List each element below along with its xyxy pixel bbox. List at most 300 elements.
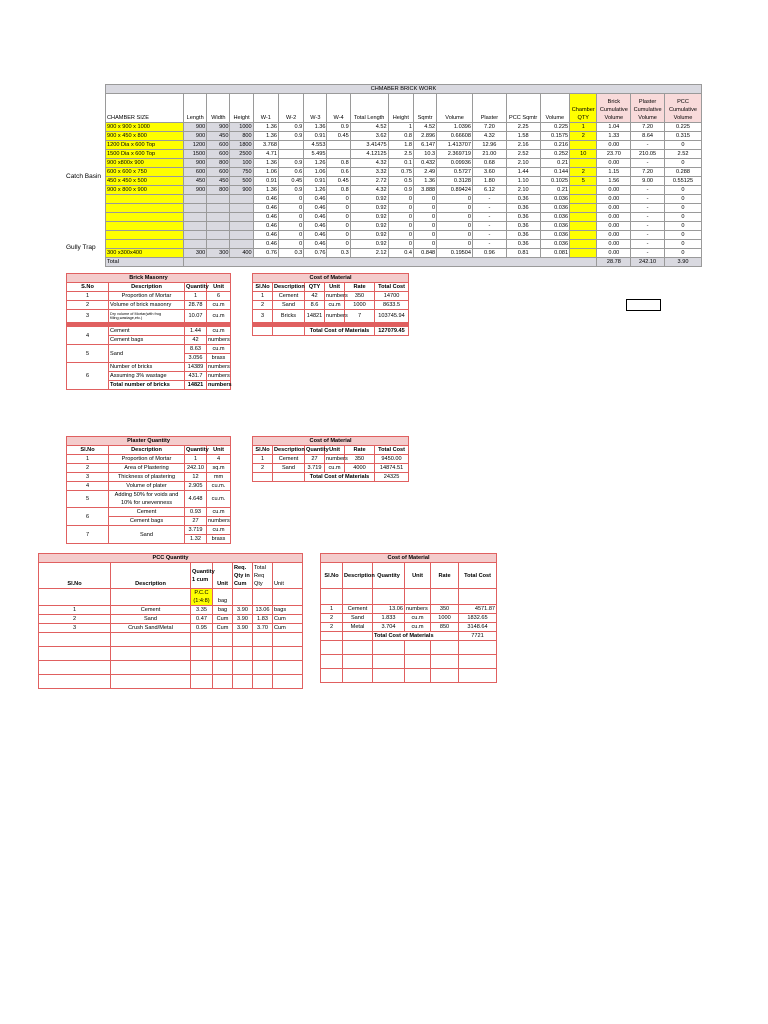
- table-cell: 0: [413, 240, 436, 249]
- cell: 350: [345, 292, 375, 301]
- table-cell: 750: [230, 168, 253, 177]
- table-cell: 4.71: [253, 150, 278, 159]
- table-cell: [184, 231, 207, 240]
- cell: Cement: [273, 455, 305, 464]
- table-cell: -: [473, 231, 507, 240]
- col-header: Sl.No: [67, 446, 109, 455]
- table-cell: [184, 222, 207, 231]
- cell: 3.90: [233, 624, 253, 633]
- table-cell: 2: [570, 168, 597, 177]
- cell: 3: [253, 310, 273, 323]
- cell: 0.95: [191, 624, 213, 633]
- main-title: CHMABER BRICK WORK: [106, 85, 702, 94]
- table-cell: 5.495: [304, 150, 327, 159]
- cell: Sand: [109, 526, 185, 544]
- col-header: Description: [111, 563, 191, 589]
- table-cell: 0.46: [253, 222, 278, 231]
- cell: numbers: [325, 310, 345, 323]
- cell: 1000: [431, 614, 459, 623]
- main-col-header: PCC Cumulative Volume: [664, 94, 701, 123]
- table-cell: -: [631, 204, 665, 213]
- cell: Cement: [111, 606, 191, 615]
- table-cell: -: [473, 240, 507, 249]
- col-header: Unit: [207, 283, 231, 292]
- table-cell: 0.46: [253, 213, 278, 222]
- table-cell: [184, 204, 207, 213]
- table-cell: 0.92: [350, 222, 388, 231]
- cell: 0.47: [191, 615, 213, 624]
- table-cell: [570, 141, 597, 150]
- table-cell: 0.1025: [540, 177, 570, 186]
- table-cell: 0.46: [304, 213, 327, 222]
- table-cell: 0.8: [327, 186, 350, 195]
- table-cell: 3.32: [350, 168, 388, 177]
- table-cell: 400: [230, 249, 253, 258]
- cell: 1832.65: [459, 614, 497, 623]
- table-cell: -: [631, 249, 665, 258]
- table-cell: 4.12125: [350, 150, 388, 159]
- cell: 14389: [185, 363, 207, 372]
- cell: 6: [67, 363, 109, 390]
- cell: Total number of bricks: [109, 381, 185, 390]
- cell: 1.833: [373, 614, 405, 623]
- col-header: Sl.No: [39, 563, 111, 589]
- cell: 4: [67, 327, 109, 345]
- table-cell: 0: [664, 204, 701, 213]
- col-header: Sl.No: [321, 563, 343, 589]
- table-cell: 0.9: [278, 132, 303, 141]
- table-cell: 2.52: [506, 150, 540, 159]
- cell: Proportion of Mortar: [109, 292, 185, 301]
- table-cell: 0.21: [540, 159, 570, 168]
- cell: Sand: [109, 345, 185, 363]
- catch-basin-label: Catch Basin: [66, 173, 102, 180]
- col-header: Rate: [431, 563, 459, 589]
- table-cell: 450: [184, 177, 207, 186]
- table-cell: 7.20: [631, 123, 665, 132]
- table-row: [106, 159, 702, 168]
- gully-trap-label: Gully Trap: [66, 244, 96, 251]
- cell: Volume of brick masonry: [109, 301, 185, 310]
- table-cell: 0: [437, 231, 473, 240]
- cell: 0.93: [185, 508, 207, 517]
- table-cell: 3.41475: [350, 141, 388, 150]
- table-cell: 0.036: [540, 240, 570, 249]
- table-cell: 1.06: [304, 168, 327, 177]
- table-cell: 1.0396: [437, 123, 473, 132]
- cell: Assuming 3% wastage: [109, 372, 185, 381]
- cell: 1: [67, 455, 109, 464]
- table-cell: 0: [664, 249, 701, 258]
- table-cell: -: [631, 240, 665, 249]
- table-cell: 0.8: [327, 159, 350, 168]
- table-row: [106, 141, 702, 150]
- table-cell: 4.32: [473, 132, 507, 141]
- table-cell: 0.225: [664, 123, 701, 132]
- table-cell: 1.58: [506, 132, 540, 141]
- table-cell: [106, 240, 184, 249]
- main-col-header: Volume: [437, 94, 473, 123]
- table-cell: 0: [278, 204, 303, 213]
- table-cell: 0: [327, 195, 350, 204]
- pcc-cost-total: 7721: [459, 632, 497, 641]
- cell: 7: [67, 526, 109, 544]
- table-cell: [230, 204, 253, 213]
- cell: Cement: [273, 292, 305, 301]
- table-row: [106, 249, 702, 258]
- table-cell: 450: [207, 132, 230, 141]
- table-row: [106, 240, 702, 249]
- table-row: [106, 195, 702, 204]
- table-cell: 0: [388, 222, 413, 231]
- table-cell: 900: [207, 123, 230, 132]
- cell: 3: [67, 310, 109, 323]
- table-cell: 0: [664, 159, 701, 168]
- table-cell: 0: [664, 222, 701, 231]
- table-cell: 0.09936: [437, 159, 473, 168]
- cell: cu.m: [207, 526, 231, 535]
- table-cell: 0.45: [327, 177, 350, 186]
- table-cell: 900: [184, 123, 207, 132]
- pcc-cost-title: Cost of Material: [321, 554, 497, 563]
- pcc-cost-total-label: Total Cost of Materials: [373, 632, 459, 641]
- col-header: Sl.No: [253, 446, 273, 455]
- col-header: Description: [109, 283, 185, 292]
- cell: 4571.87: [459, 605, 497, 614]
- table-cell: 0.9: [327, 123, 350, 132]
- cell: Crush Sand/Metal: [111, 624, 191, 633]
- main-col-header: Plaster Cumulative Volume: [631, 94, 665, 123]
- table-cell: 0.00: [597, 141, 631, 150]
- table-cell: 0.92: [350, 213, 388, 222]
- cell: 3148.64: [459, 623, 497, 632]
- table-cell: 0.8: [388, 132, 413, 141]
- cell: 1000: [345, 301, 375, 310]
- cell: 350: [345, 455, 375, 464]
- table-cell: 0: [327, 222, 350, 231]
- col-header: Total Cost: [375, 283, 409, 292]
- table-cell: 0.9: [278, 159, 303, 168]
- table-cell: 2.25: [506, 123, 540, 132]
- cell: Cement bags: [109, 336, 185, 345]
- cell: 4000: [345, 464, 375, 473]
- table-cell: 0: [413, 195, 436, 204]
- cell: 2: [321, 614, 343, 623]
- table-cell: 0.036: [540, 213, 570, 222]
- table-cell: 0.89424: [437, 186, 473, 195]
- table-cell: 1.36: [253, 123, 278, 132]
- main-col-header: W-3: [304, 94, 327, 123]
- main-col-header: Chamber QTY: [570, 94, 597, 123]
- table-cell: -: [631, 159, 665, 168]
- col-header: Description: [274, 447, 305, 453]
- total-plaster: 242.10: [631, 258, 665, 267]
- table-cell: 0: [437, 213, 473, 222]
- table-cell: 10: [570, 150, 597, 159]
- table-cell: 0.00: [597, 222, 631, 231]
- table-cell: 0.92: [350, 231, 388, 240]
- table-cell: -: [631, 141, 665, 150]
- table-cell: 0: [388, 204, 413, 213]
- table-cell: [230, 240, 253, 249]
- table-cell: 0: [327, 231, 350, 240]
- cell: 2: [67, 464, 109, 473]
- cell: 1: [321, 605, 343, 614]
- table-cell: 0.19504: [437, 249, 473, 258]
- cell: brass: [207, 354, 231, 363]
- table-cell: 0.66608: [437, 132, 473, 141]
- table-cell: 1.06: [253, 168, 278, 177]
- table-cell: 600: [207, 141, 230, 150]
- table-cell: 0: [327, 204, 350, 213]
- main-body: [106, 123, 702, 258]
- cell: 8.6: [305, 301, 325, 310]
- table-row: [106, 177, 702, 186]
- table-cell: [106, 222, 184, 231]
- table-cell: 1800: [230, 141, 253, 150]
- table-cell: 4.32: [350, 159, 388, 168]
- table-cell: [278, 141, 303, 150]
- table-cell: 0: [664, 213, 701, 222]
- table-cell: 0: [388, 231, 413, 240]
- col-header: Unit: [273, 563, 303, 589]
- cell: 1: [253, 455, 273, 464]
- cell: 3: [39, 624, 111, 633]
- table-row: [106, 168, 702, 177]
- table-cell: 1.26: [304, 186, 327, 195]
- table-cell: 0.081: [540, 249, 570, 258]
- table-cell: [327, 141, 350, 150]
- cell: 10.07: [185, 310, 207, 323]
- cell: 4: [67, 482, 109, 491]
- table-cell: 900 x800x 900: [106, 159, 184, 168]
- cell: 6: [67, 508, 109, 526]
- plaster-cost-total: 24325: [375, 473, 409, 482]
- cell: 3.056: [185, 354, 207, 363]
- table-cell: [184, 195, 207, 204]
- table-cell: 0.46: [253, 195, 278, 204]
- table-cell: 0: [388, 213, 413, 222]
- cell: cu.m: [325, 464, 345, 473]
- table-cell: 300: [207, 249, 230, 258]
- cell: 1: [253, 292, 273, 301]
- table-cell: 4.52: [350, 123, 388, 132]
- table-cell: 0: [664, 240, 701, 249]
- table-cell: 3.62: [350, 132, 388, 141]
- table-cell: 0.432: [413, 159, 436, 168]
- table-cell: 0.00: [597, 204, 631, 213]
- table-cell: 0.9: [278, 123, 303, 132]
- cell: 28.78: [185, 301, 207, 310]
- table-cell: 6.12: [473, 186, 507, 195]
- table-row: [106, 150, 702, 159]
- col-header: Total Req Qty: [253, 563, 273, 589]
- table-cell: [570, 249, 597, 258]
- cell: numbers: [326, 293, 348, 299]
- table-cell: 4.553: [304, 141, 327, 150]
- cell: cu.m: [207, 508, 231, 517]
- col-header: Rate: [345, 446, 375, 455]
- cell: cu.m: [207, 310, 231, 323]
- table-cell: [207, 231, 230, 240]
- table-cell: [230, 222, 253, 231]
- table-cell: 0.3: [327, 249, 350, 258]
- table-cell: 0: [278, 240, 303, 249]
- table-cell: 900 x 800 x 900: [106, 186, 184, 195]
- cell: 2: [253, 464, 273, 473]
- table-cell: 0.92: [350, 204, 388, 213]
- main-col-header: PCC Sqmtr: [506, 94, 540, 123]
- cell: Metal: [343, 623, 373, 632]
- cell: Number of bricks: [109, 363, 185, 372]
- table-cell: 2.10: [506, 159, 540, 168]
- brick-masonry-title: Brick Masonry: [67, 274, 231, 283]
- col-header: Quantity: [186, 284, 209, 290]
- table-cell: [106, 231, 184, 240]
- table-row: [106, 123, 702, 132]
- table-cell: 0.46: [253, 204, 278, 213]
- col-header: Unit: [207, 446, 231, 455]
- table-cell: [207, 204, 230, 213]
- main-col-header: Length: [184, 94, 207, 123]
- table-cell: [570, 204, 597, 213]
- col-header: Quantity: [373, 563, 405, 589]
- table-cell: 3.60: [473, 168, 507, 177]
- cell: cu.m.: [207, 482, 231, 491]
- table-cell: 1.36: [253, 159, 278, 168]
- main-col-header: Plaster: [473, 94, 507, 123]
- cell: 3.90: [233, 615, 253, 624]
- table-cell: 900 x 450 x 800: [106, 132, 184, 141]
- brick-masonry-table: [66, 273, 231, 390]
- table-cell: 1.36: [304, 123, 327, 132]
- cell: Cement: [109, 508, 185, 517]
- cell: Bricks: [273, 310, 305, 323]
- table-cell: 500: [230, 177, 253, 186]
- cell: 350: [431, 605, 459, 614]
- table-cell: 0: [437, 204, 473, 213]
- empty-box: [626, 299, 661, 311]
- table-cell: 450 x 450 x 500: [106, 177, 184, 186]
- table-cell: 0.00: [597, 195, 631, 204]
- table-cell: 0.46: [304, 231, 327, 240]
- table-cell: 0.00: [597, 213, 631, 222]
- table-cell: [570, 213, 597, 222]
- table-cell: 0: [664, 141, 701, 150]
- table-cell: 0.036: [540, 222, 570, 231]
- table-cell: 7.20: [473, 123, 507, 132]
- main-col-header: W-1: [253, 94, 278, 123]
- table-cell: 5: [570, 177, 597, 186]
- table-cell: [207, 222, 230, 231]
- cell: cu.m: [207, 301, 231, 310]
- main-col-header: Brick Cumulative Volume: [597, 94, 631, 123]
- table-cell: 0: [327, 240, 350, 249]
- cell: Cement: [109, 327, 185, 336]
- pcc-mix: P.C.C (1:4:8): [191, 589, 213, 606]
- cell: Cum: [273, 624, 303, 633]
- table-cell: 0.21: [540, 186, 570, 195]
- table-cell: 1.44: [506, 168, 540, 177]
- cell: 9450.00: [375, 455, 409, 464]
- col-header: Quantity: [186, 447, 209, 453]
- cell: 14821: [185, 381, 207, 390]
- table-cell: 0: [278, 222, 303, 231]
- col-header: Unit: [405, 563, 431, 589]
- table-cell: 2.369719: [437, 150, 473, 159]
- table-cell: 3.888: [413, 186, 436, 195]
- main-col-header: Total Length: [350, 94, 388, 123]
- cell: cu.m: [325, 301, 345, 310]
- table-cell: [570, 195, 597, 204]
- cell: Cum: [213, 624, 233, 633]
- table-cell: 210.05: [631, 150, 665, 159]
- col-header: QTY: [305, 283, 325, 292]
- table-cell: 800: [207, 186, 230, 195]
- table-cell: 0: [413, 222, 436, 231]
- table-cell: 900 x 900 x 1000: [106, 123, 184, 132]
- table-cell: 2.896: [413, 132, 436, 141]
- cell: Sand: [273, 301, 305, 310]
- table-cell: 0.36: [506, 222, 540, 231]
- table-cell: [106, 204, 184, 213]
- table-cell: 0.36: [506, 213, 540, 222]
- cell: 242.10: [185, 464, 207, 473]
- table-cell: 0.036: [540, 204, 570, 213]
- table-cell: 600 x 600 x 750: [106, 168, 184, 177]
- table-cell: 0.76: [253, 249, 278, 258]
- plaster-cost-title: Cost of Material: [253, 437, 409, 446]
- cell: 14821: [305, 310, 325, 323]
- table-cell: 0: [278, 213, 303, 222]
- table-cell: 1.36: [253, 186, 278, 195]
- main-col-header: Volume: [540, 94, 570, 123]
- table-cell: 2.49: [413, 168, 436, 177]
- cell: cu.m.: [207, 491, 231, 508]
- cell: 5: [67, 491, 109, 508]
- table-cell: 0.91: [304, 177, 327, 186]
- brick-cost-title: Cost of Material: [253, 274, 409, 283]
- table-cell: 0.81: [506, 249, 540, 258]
- cell: 1.32: [185, 535, 207, 544]
- table-cell: -: [631, 195, 665, 204]
- cell: 8.63: [185, 345, 207, 354]
- cell: 3.719: [305, 464, 325, 473]
- cell: Cum: [213, 615, 233, 624]
- table-cell: 1.56: [597, 177, 631, 186]
- table-cell: 0.6: [327, 168, 350, 177]
- cell: numbers: [208, 364, 230, 370]
- col-header: Quantity 1 cum: [191, 563, 213, 589]
- table-cell: 0.55125: [664, 177, 701, 186]
- main-header-row: [106, 94, 702, 123]
- table-cell: -: [473, 213, 507, 222]
- col-header: Unit: [213, 563, 233, 589]
- table-cell: 0.9: [278, 186, 303, 195]
- table-cell: 0.45: [278, 177, 303, 186]
- cell: 7: [345, 310, 375, 323]
- table-cell: 0.00: [597, 249, 631, 258]
- cell: 42: [185, 336, 207, 345]
- table-cell: 0.00: [597, 240, 631, 249]
- table-cell: 0.1575: [540, 132, 570, 141]
- cell: 3.70: [253, 624, 273, 633]
- table-cell: 0.75: [388, 168, 413, 177]
- table-cell: 0.36: [506, 231, 540, 240]
- cell: 4.648: [185, 491, 207, 508]
- table-cell: [184, 240, 207, 249]
- table-cell: 0.96: [473, 249, 507, 258]
